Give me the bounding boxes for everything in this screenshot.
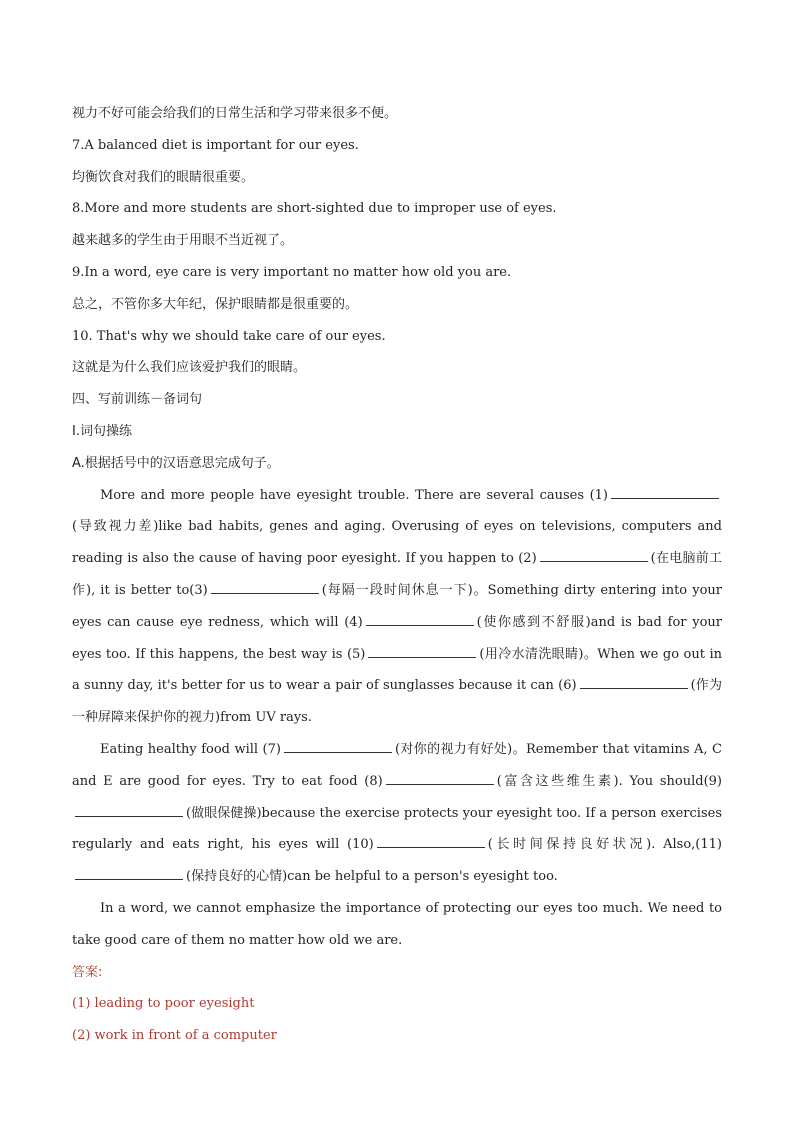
instruction-line: A.根据括号中的汉语意思完成句子。 [72, 455, 280, 471]
para-text: . You should(9) [618, 773, 722, 789]
blank-3[interactable] [211, 580, 319, 594]
hint-text: (导致视力差) [72, 519, 159, 535]
text-line: 总之，不管你多大年纪，保护眼睛都是很重要的。 [72, 296, 359, 312]
para-text: . Also,(11) [651, 837, 722, 853]
hint-text: (作为一种屏障来保护你的视力) [72, 678, 722, 726]
answer-item: (1) leading to poor eyesight [72, 996, 255, 1012]
blank-7[interactable] [284, 739, 392, 753]
blank-4[interactable] [366, 612, 474, 626]
text-line: 越来越多的学生由于用眼不当近视了。 [72, 233, 294, 249]
blank-9[interactable] [75, 803, 183, 817]
text-line: 7.A balanced diet is important for our eyes. [72, 137, 359, 153]
para-text: More and more people have eyesight trouble. There are several causes (1) [100, 487, 608, 503]
text-line: 这就是为什么我们应该爱护我们的眼睛。 [72, 360, 307, 376]
subsection-heading: I.词句操练 [72, 423, 132, 439]
blank-11[interactable] [75, 866, 183, 880]
para-text: 。When we go out in a sunny day, it's better for us to wear a pair of sunglasses because it can (6) [72, 646, 722, 694]
hint-text: (在电脑前工作) [72, 551, 722, 598]
answer-item: (2) work in front of a computer [72, 1028, 277, 1044]
hint-text: (用冷水清洗眼睛) [479, 646, 584, 662]
para-text: can be helpful to a person's eyesight too. [287, 869, 558, 885]
hint-text: (长时间保持良好状况) [487, 837, 652, 853]
text-line: 视力不好可能会给我们的日常生活和学习带来很多不便。 [72, 106, 398, 121]
para-text: 。Something dirty entering into your eyes can cause eye redness, which will (4) [72, 582, 722, 630]
blank-6[interactable] [580, 675, 688, 689]
para-text: like bad habits, genes and aging. Overusing of eyes on televisions, computers and reading is also the cause of having poor eyesight. If you happen to (2) [72, 519, 722, 567]
text-line: 10. That's why we should take care of our eyes. [72, 328, 386, 344]
blank-5[interactable] [368, 644, 476, 658]
hint-text: (富含这些维生素) [496, 773, 619, 789]
section-heading: 四、写前训练－备词句 [72, 392, 203, 408]
answer-label: 答案: [72, 964, 103, 980]
closing-paragraph: In a word, we cannot emphasize the importance of protecting our eyes too much. We need to take good care of them no matter how old we are. [72, 900, 722, 948]
para-text: and is bad for your eyes too. If this happens, the best way is (5) [72, 614, 722, 662]
blank-2[interactable] [540, 548, 648, 562]
document-page [72, 98, 722, 1052]
hint-text: (使你感到不舒服) [476, 614, 591, 630]
blank-1[interactable] [611, 485, 719, 499]
hint-text: (对你的视力有好处) [394, 741, 513, 757]
exercise-paragraph-2 [72, 734, 722, 893]
hint-text: (做眼保健操) [186, 805, 262, 821]
blank-8[interactable] [386, 771, 494, 785]
para-text: , it is better to(3) [91, 582, 208, 598]
text-line: 8.More and more students are short-sighted due to improper use of eyes. [72, 201, 557, 217]
para-text: from UV rays. [220, 710, 312, 726]
para-text: Eating healthy food will (7) [100, 741, 281, 757]
hint-text: (保持良好的心情) [186, 869, 288, 885]
hint-text: (每隔一段时间休息一下) [321, 582, 473, 598]
para-text: 。Remember that vitamins A, C and E are good for eyes. Try to eat food (8) [72, 741, 722, 789]
para-text: because the exercise protects your eyesight too. If a person exercises regularly and eats right, his eyes will (10) [72, 805, 722, 853]
blank-10[interactable] [377, 834, 485, 848]
exercise-paragraph-1 [72, 480, 722, 734]
text-line: 9.In a word, eye care is very important no matter how old you are. [72, 264, 512, 280]
text-line: 均衡饮食对我们的眼睛很重要。 [72, 169, 255, 185]
